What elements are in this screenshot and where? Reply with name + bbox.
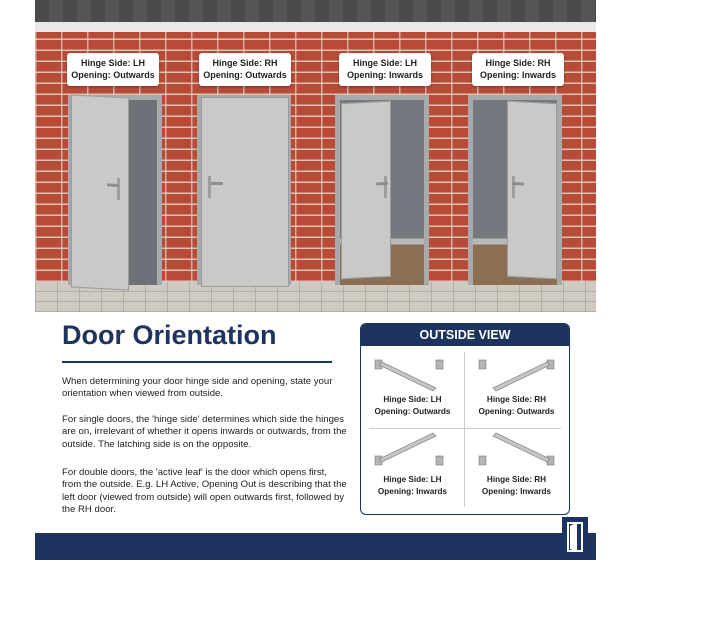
door-sign-3 (339, 53, 431, 86)
door-sign-1-opening: Opening: Outwards (71, 70, 155, 80)
roof-tiles (35, 0, 596, 24)
door-sign-1-hinge: Hinge Side: LH (80, 58, 145, 68)
lh-inwards-label (361, 474, 464, 498)
door-1-leaf (71, 94, 129, 290)
door-1-plate (117, 178, 120, 200)
paragraph-double-doors: For double doors, the 'active leaf' is the door which opens first, from the outside. E.g. LH Active, Opening Out is describing that the left door (viewed from outside) will open outwards first, followed by the RH door. (62, 467, 347, 515)
door-3-handle (376, 182, 388, 186)
door-4-plate (512, 176, 515, 198)
door-sign-2-opening: Opening: Outwards (203, 70, 287, 80)
outside-view-lh-inwards (361, 430, 464, 508)
title-underline (62, 361, 332, 363)
door-2-plate (208, 176, 211, 198)
door-3-leaf (341, 101, 391, 280)
door-2-leaf (201, 97, 289, 287)
door-2-handle (211, 182, 223, 185)
outside-view-header: OUTSIDE VIEW (361, 324, 569, 346)
door-photo-scene (35, 0, 596, 312)
door-3-plate (384, 176, 387, 198)
rh-outwards-diagram-icon (465, 350, 568, 394)
lh-inwards-opening: Opening: Inwards (377, 487, 448, 496)
rh-outwards-hinge: Hinge Side: RH (486, 395, 547, 404)
lh-outwards-hinge: Hinge Side: LH (383, 395, 442, 404)
door-sign-2 (199, 53, 291, 86)
door-4-leaf (507, 101, 557, 280)
lh-outwards-label (361, 394, 464, 418)
door-4-handle (512, 182, 524, 186)
page-title: Door Orientation (62, 320, 277, 350)
door-sign-2-hinge: Hinge Side: RH (212, 58, 278, 68)
rh-outwards-opening: Opening: Outwards (478, 407, 555, 416)
door-sign-3-opening: Opening: Inwards (346, 70, 423, 80)
outside-view-rh-outwards (465, 350, 568, 428)
footer-bar (35, 533, 596, 560)
door-sign-4-hinge: Hinge Side: RH (485, 58, 551, 68)
lh-outwards-opening: Opening: Outwards (374, 407, 451, 416)
rh-inwards-hinge: Hinge Side: RH (486, 475, 547, 484)
open-door-icon (562, 517, 588, 557)
outside-view-panel (360, 323, 570, 515)
outside-view-rh-inwards (465, 430, 568, 508)
rh-inwards-label (465, 474, 568, 498)
door-sign-4-opening: Opening: Inwards (479, 70, 556, 80)
rh-outwards-label (465, 394, 568, 418)
door-orientation-card (35, 0, 596, 560)
door-sign-3-hinge: Hinge Side: LH (352, 58, 417, 68)
outside-view-lh-outwards (361, 350, 464, 428)
paragraph-orientation: When determining your door hinge side and opening, state your orientation when viewed from outside. (62, 376, 333, 400)
door-sign-1 (67, 53, 159, 86)
lh-inwards-diagram-icon (361, 430, 464, 474)
door-1-handle (107, 183, 119, 187)
panel-horizontal-divider (369, 428, 561, 429)
rh-inwards-diagram-icon (465, 430, 568, 474)
lh-inwards-hinge: Hinge Side: LH (383, 475, 442, 484)
rh-inwards-opening: Opening: Inwards (481, 487, 552, 496)
lh-outwards-diagram-icon (361, 350, 464, 394)
paragraph-single-doors: For single doors, the 'hinge side' determines which side the hinges are on, irrelevant of whether it opens inwards or outwards, from the outside. The latching side is on the opposite. (62, 414, 347, 450)
door-sign-4 (472, 53, 564, 86)
